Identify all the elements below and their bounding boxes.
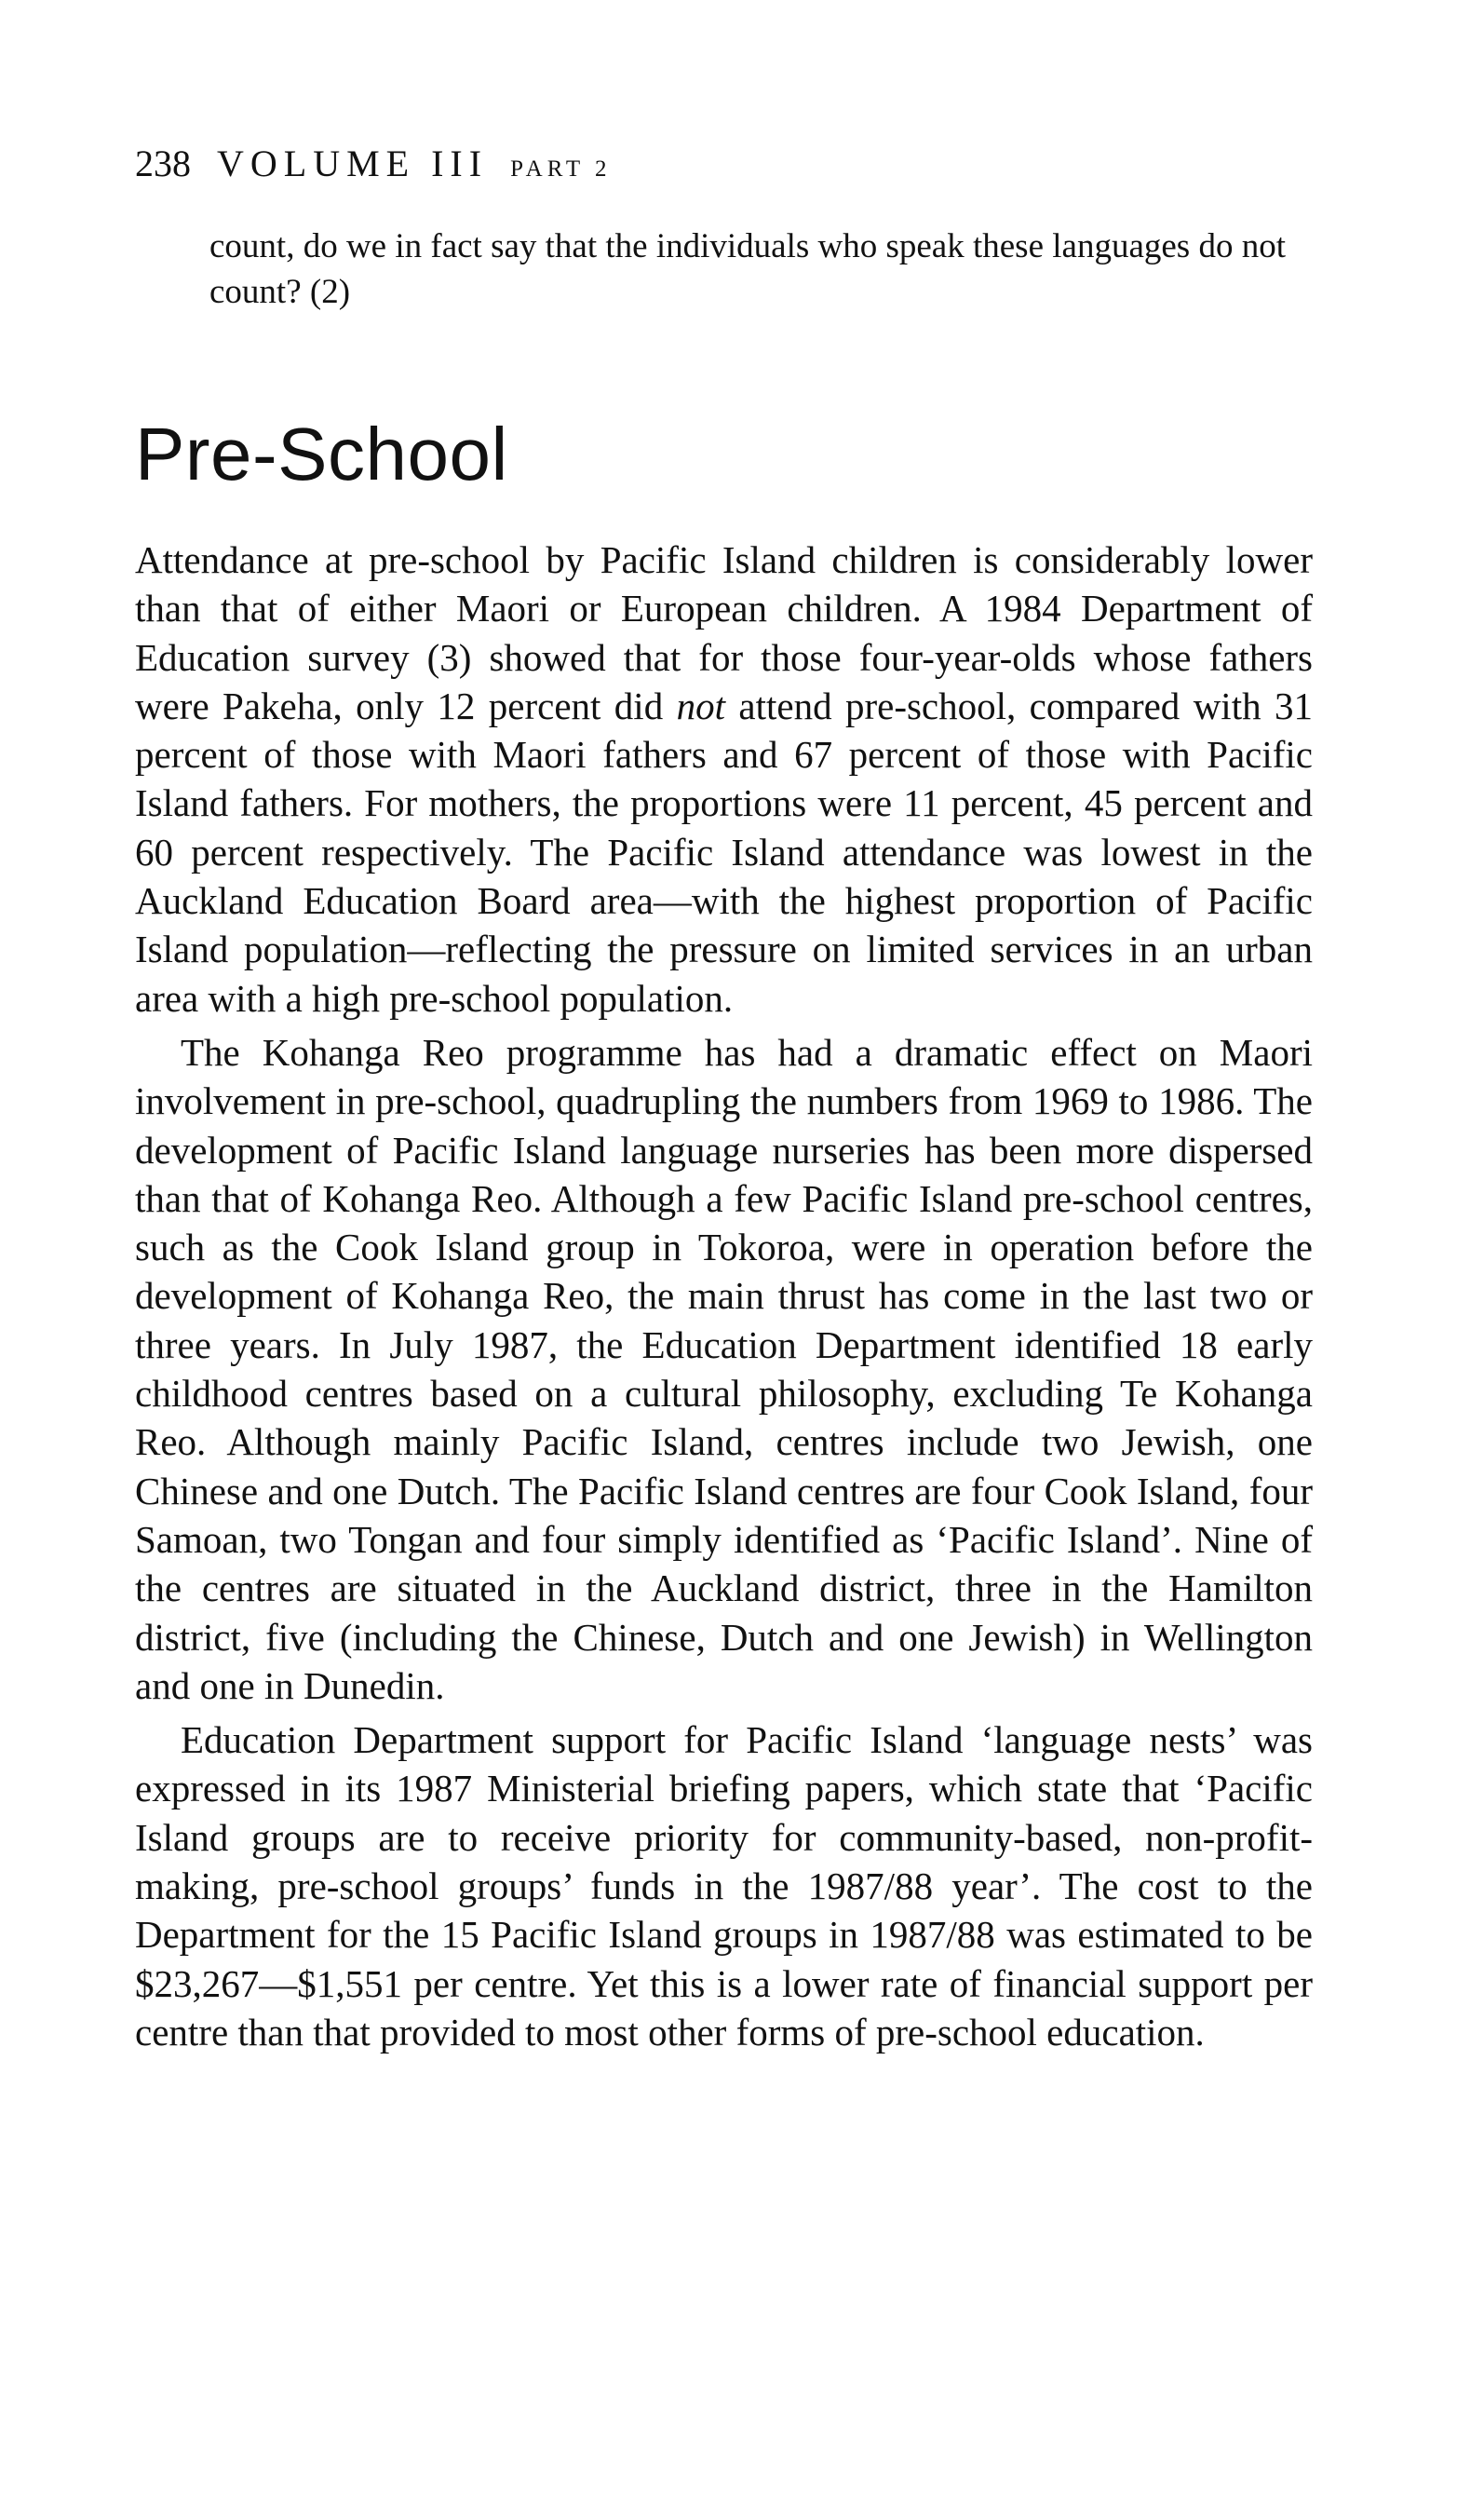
paragraph-text: attend pre-school, compared with 31 percent of those with Maori fathers and 67 percent of those with Pacific Island fathers. For mothers, the proportions were 11 percent, 45 percent and 60 percent respectively. The Pacific Island attendance was lowest in the Auckland Education Board area—with the highest proportion of Pacific Island population—reflecting the pressure on limited services in an urban area with a high pre-school population. [135,684,1313,1020]
paragraph-text: Attendance at pre-school by Pacific Island children is considerably lower than that of either Maori or European children. A 1984 Department of Education survey (3) showed that for those four-year-olds whose fathers were Pakeha, only 12 percent did [135,538,1313,727]
emphasis-text: not [676,684,725,727]
paragraph-department-support: Education Department support for Pacific Island ‘language nests’ was expressed in its 1987 Ministerial briefing papers, which state that ‘Pacific Island groups are to receive priority for community-based, non-profit-making, pre-school groups’ funds in the 1987/88 year’. The cost to the Department for the 15 Pacific Island groups in 1987/88 was estimated to be $23,267—$1,551 per centre. Yet this is a lower rate of financial support per centre than that provided to most other forms of pre-school education. [135,1718,1313,2054]
part-label: PART 2 [510,156,612,182]
running-head [135,142,611,192]
quotation-text: count, do we in fact say that the individuals who speak these languages do not count? (2) [209,227,1286,311]
paragraph-kohanga-reo: The Kohanga Reo programme has had a dramatic effect on Maori involvement in pre-school, quadrupling the numbers from 1969 to 1986. The development of Pacific Island language nurseries has been more dispersed than that of Kohanga Reo. Although a few Pacific Island pre-school centres, such as the Cook Island group in Tokoroa, were in operation before the development of Kohanga Reo, the main thrust has come in the last two or three years. In July 1987, the Education Department identified 18 early childhood centres based on a cultural philosophy, excluding Te Kohanga Reo. Although mainly Pacific Island, centres include two Jewish, one Chinese and one Dutch. The Pacific Island centres are four Cook Island, four Samoan, two Tongan and four simply identified as ‘Pacific Island’. Nine of the centres are situated in the Auckland district, three in the Hamilton district, five (including the Chinese, Dutch and one Jewish) in Wellington and one in Dunedin. [135,1030,1313,1707]
volume-label: VOLUME III [217,142,489,184]
section-heading: Pre-School [135,413,508,495]
page-number: 238 [135,142,191,184]
paragraph-attendance [135,535,1313,1023]
body-text [135,535,1313,2062]
continued-quotation [209,224,1327,315]
